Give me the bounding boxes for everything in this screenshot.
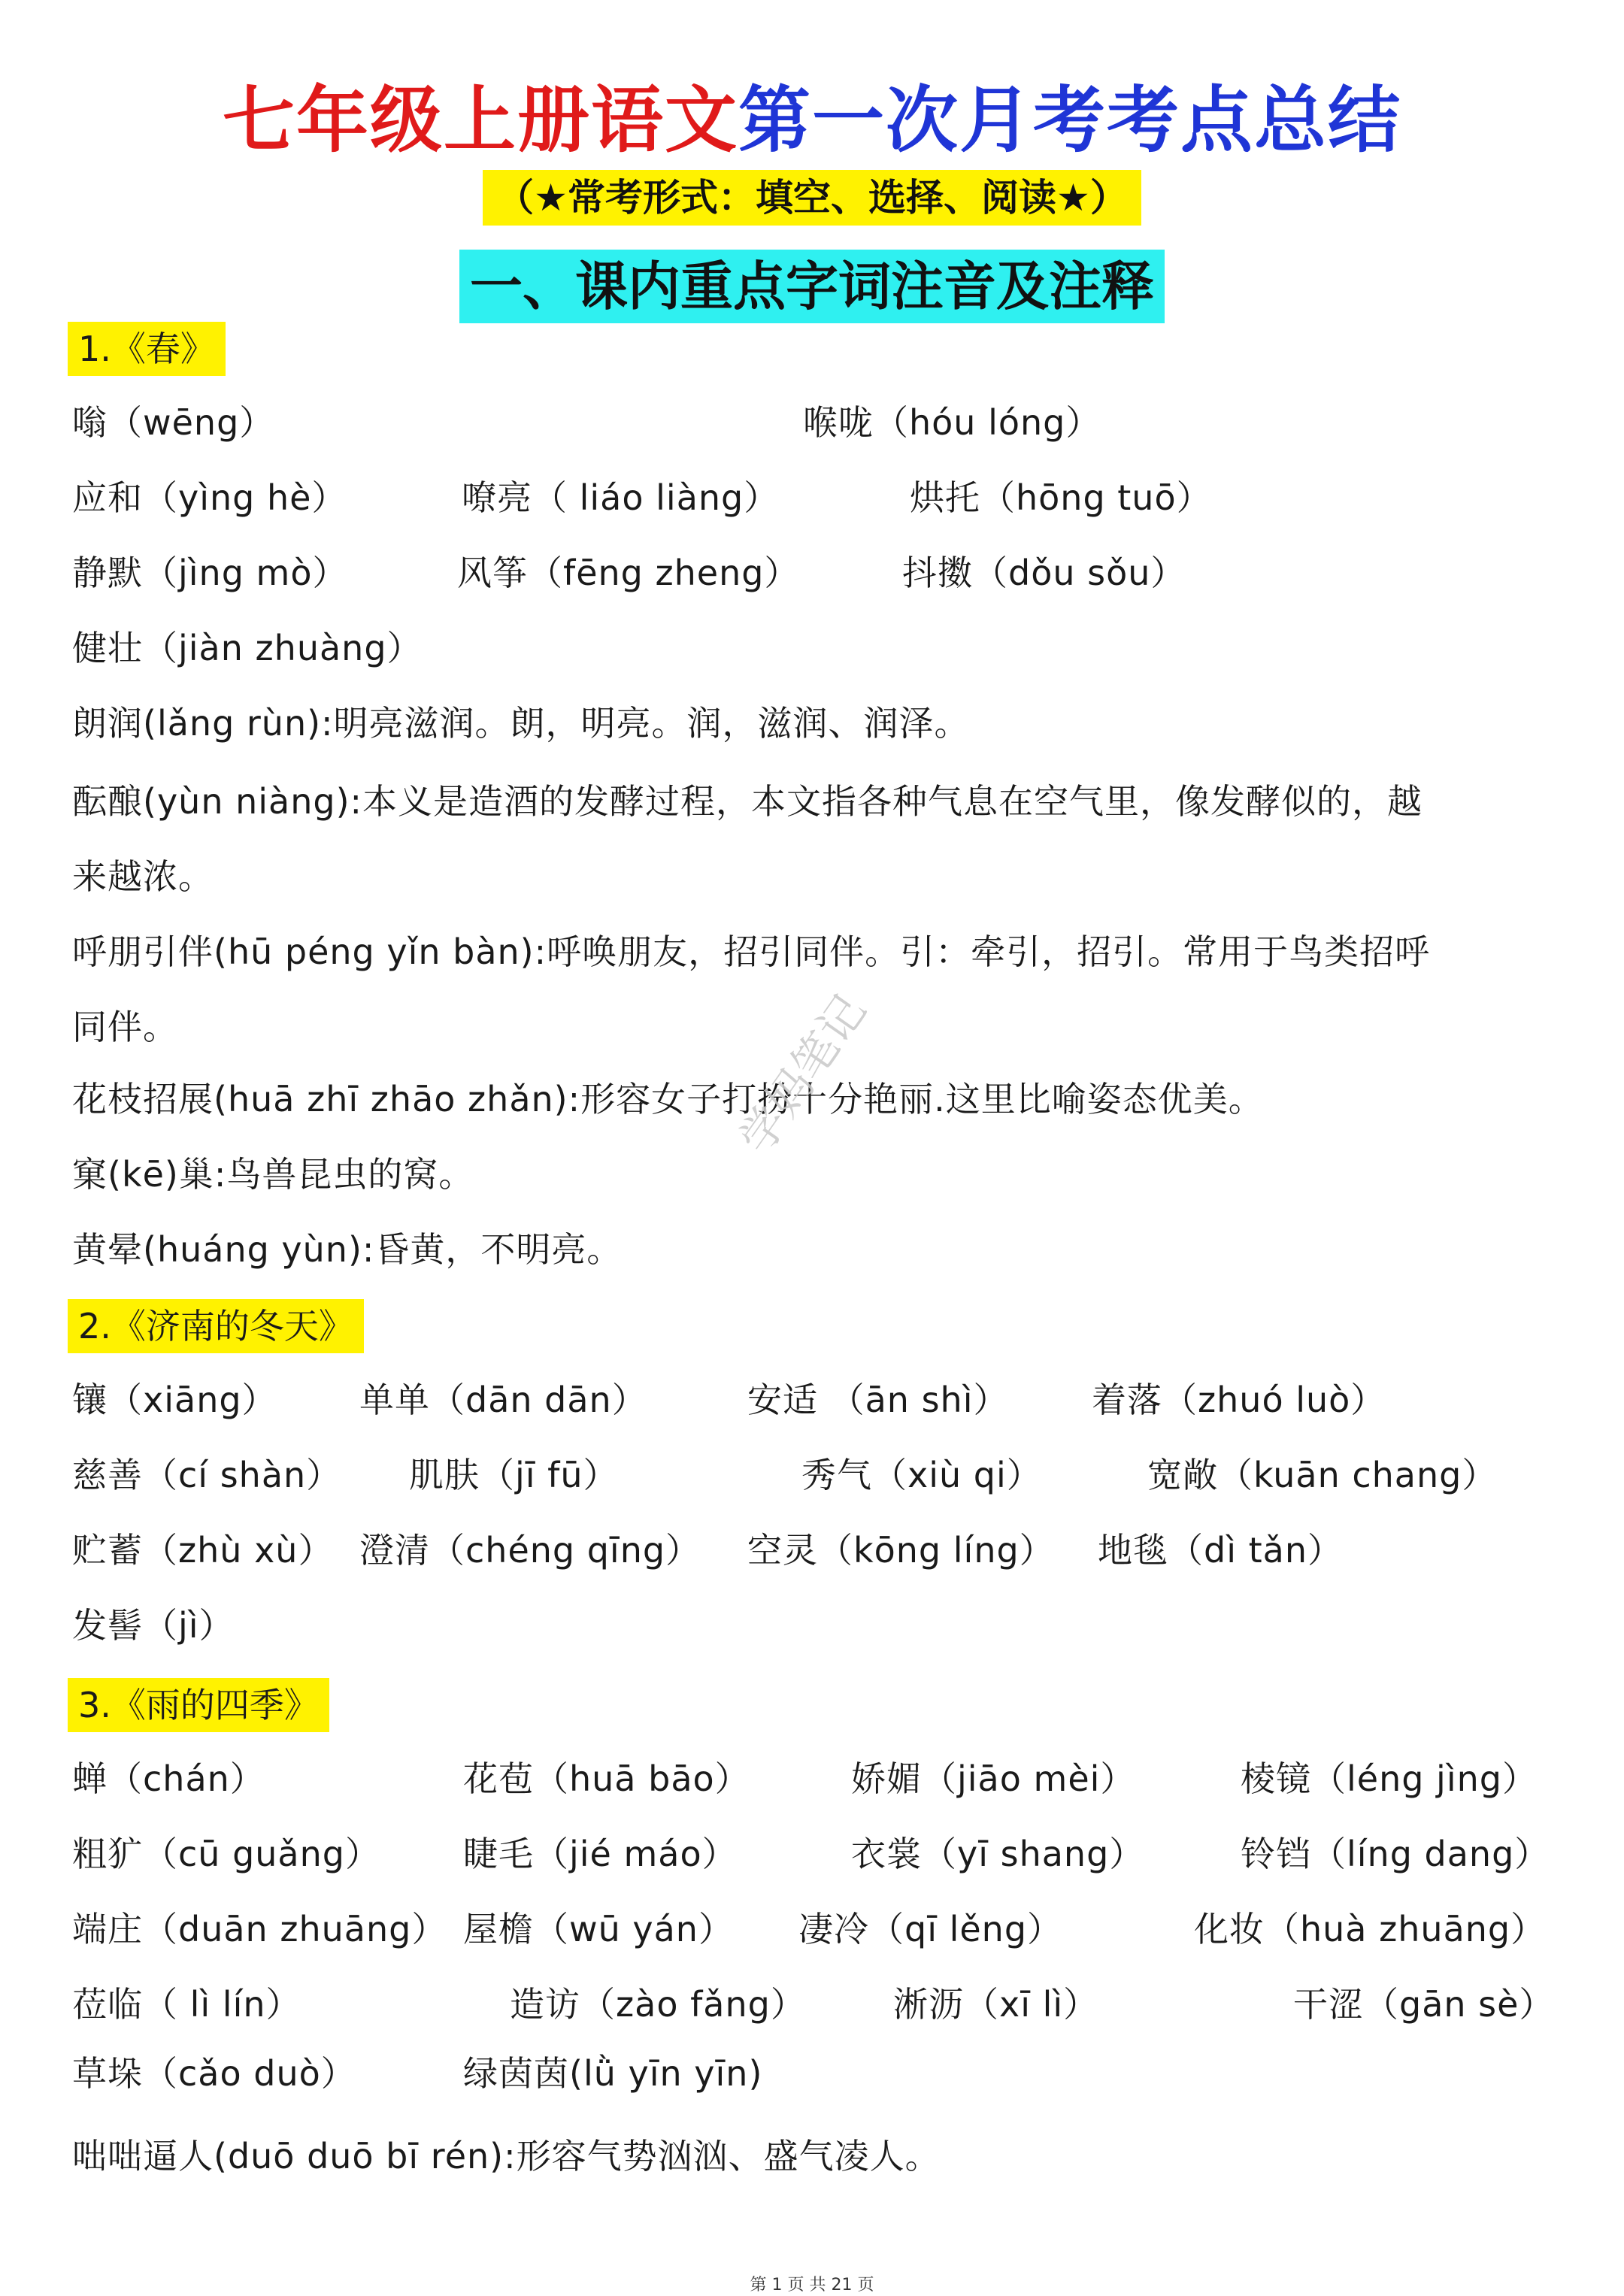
- vocab-item: 绿茵茵(lǜ yīn yīn): [463, 2053, 763, 2094]
- vocab-item: 衣裳（yī shang）: [851, 1834, 1145, 1874]
- title-red-part: 七年级上册语文: [223, 78, 738, 162]
- lesson-heading: 3.《雨的四季》: [68, 1678, 329, 1732]
- vocab-item: 静默（jìng mò）: [72, 553, 348, 593]
- vocab-item: 应和（yìng hè）: [72, 477, 347, 518]
- vocab-item: 风筝（fēng zheng）: [457, 553, 800, 593]
- vocab-item: 化妆（huà zhuāng）: [1194, 1909, 1547, 1949]
- vocab-item: 贮蓄（zhù xù）: [72, 1530, 334, 1571]
- vocab-item: 着落（zhuó luò）: [1092, 1380, 1386, 1420]
- vocab-item: 睫毛（jié máo）: [463, 1834, 738, 1874]
- vocab-item: 烘托（hōng tuō）: [910, 477, 1212, 518]
- vocab-item: 安适 （ān shì）: [747, 1380, 1009, 1420]
- vocab-item: 地毯（dì tǎn）: [1098, 1530, 1343, 1571]
- vocab-item: 花苞（huā bāo）: [463, 1758, 750, 1799]
- note-line: 朗润(lǎng rùn):明亮滋润。朗，明亮。润，滋润、润泽。: [72, 703, 970, 744]
- vocab-item: 棱镜（léng jìng）: [1241, 1758, 1538, 1799]
- lesson-heading: 2.《济南的冬天》: [68, 1299, 364, 1353]
- vocab-item: 镶（xiāng）: [72, 1380, 277, 1420]
- vocab-item: 嘹亮（ liáo liàng）: [462, 477, 780, 518]
- subtitle: （★常考形式：填空、选择、阅读★）: [483, 170, 1141, 226]
- vocab-item: 端庄（duān zhuāng）: [72, 1909, 447, 1949]
- vocab-item: 凄冷（qī lěng）: [798, 1909, 1063, 1949]
- note-line: 酝酿(yùn niàng):本义是造酒的发酵过程，本文指各种气息在空气里，像发酵似的，越: [72, 781, 1423, 822]
- note-line: 呼朋引伴(hū péng yǐn bàn):呼唤朋友，招引同伴。引：牵引，招引。常用于鸟类招呼: [72, 931, 1431, 972]
- vocab-item: 铃铛（líng dang）: [1241, 1834, 1550, 1874]
- note-line: 窠(kē)巢:鸟兽昆虫的窝。: [72, 1154, 474, 1195]
- vocab-item: 蝉（chán）: [72, 1758, 265, 1799]
- vocab-item: 澄清（chéng qīng）: [359, 1530, 701, 1571]
- vocab-item: 嗡（wēng）: [72, 402, 275, 443]
- note-line: 咄咄逼人(duō duō bī rén):形容气势汹汹、盛气凌人。: [72, 2136, 941, 2176]
- vocab-item: 健壮（jiàn zhuàng）: [72, 628, 423, 668]
- vocab-item: 莅临（ lì lín）: [72, 1984, 301, 2025]
- note-line: 同伴。: [72, 1007, 178, 1047]
- note-line: 花枝招展(huā zhī zhāo zhǎn):形容女子打扮十分艳丽.这里比喻姿态优美。: [72, 1079, 1264, 1119]
- note-line: 来越浓。: [72, 856, 214, 897]
- page-title: [0, 75, 1624, 165]
- note-line: 黄晕(huáng yùn):昏黄，不明亮。: [72, 1229, 623, 1270]
- vocab-item: 屋檐（wū yán）: [463, 1909, 734, 1949]
- vocab-item: 秀气（xiù qi）: [801, 1455, 1042, 1495]
- vocab-item: 发髻（jì）: [72, 1605, 235, 1646]
- vocab-item: 造访（zào fǎng）: [510, 1984, 806, 2025]
- vocab-item: 干涩（gān sè）: [1293, 1984, 1555, 2025]
- vocab-item: 粗犷（cū guǎng）: [72, 1834, 380, 1874]
- vocab-item: 抖擞（dǒu sǒu）: [902, 553, 1186, 593]
- vocab-item: 空灵（kōng líng）: [747, 1530, 1055, 1571]
- lesson-heading: 1.《春》: [68, 322, 226, 376]
- title-blue-part: 第一次月考考点总结: [738, 78, 1401, 162]
- vocab-item: 草垛（cǎo duò）: [72, 2053, 356, 2094]
- watermark: 学妈笔记: [729, 985, 877, 1164]
- vocab-item: 慈善（cí shàn）: [72, 1455, 342, 1495]
- page-footer: 第 1 页 共 21 页: [750, 2276, 874, 2294]
- vocab-item: 娇媚（jiāo mèi）: [851, 1758, 1136, 1799]
- vocab-item: 淅沥（xī lì）: [893, 1984, 1099, 2025]
- vocab-item: 肌肤（jī fū）: [409, 1455, 619, 1495]
- vocab-item: 喉咙（hóu lóng）: [803, 402, 1101, 443]
- vocab-item: 宽敞（kuān chang）: [1147, 1455, 1498, 1495]
- section-title: 一、课内重点字词注音及注释: [459, 250, 1165, 323]
- vocab-item: 单单（dān dān）: [359, 1380, 647, 1420]
